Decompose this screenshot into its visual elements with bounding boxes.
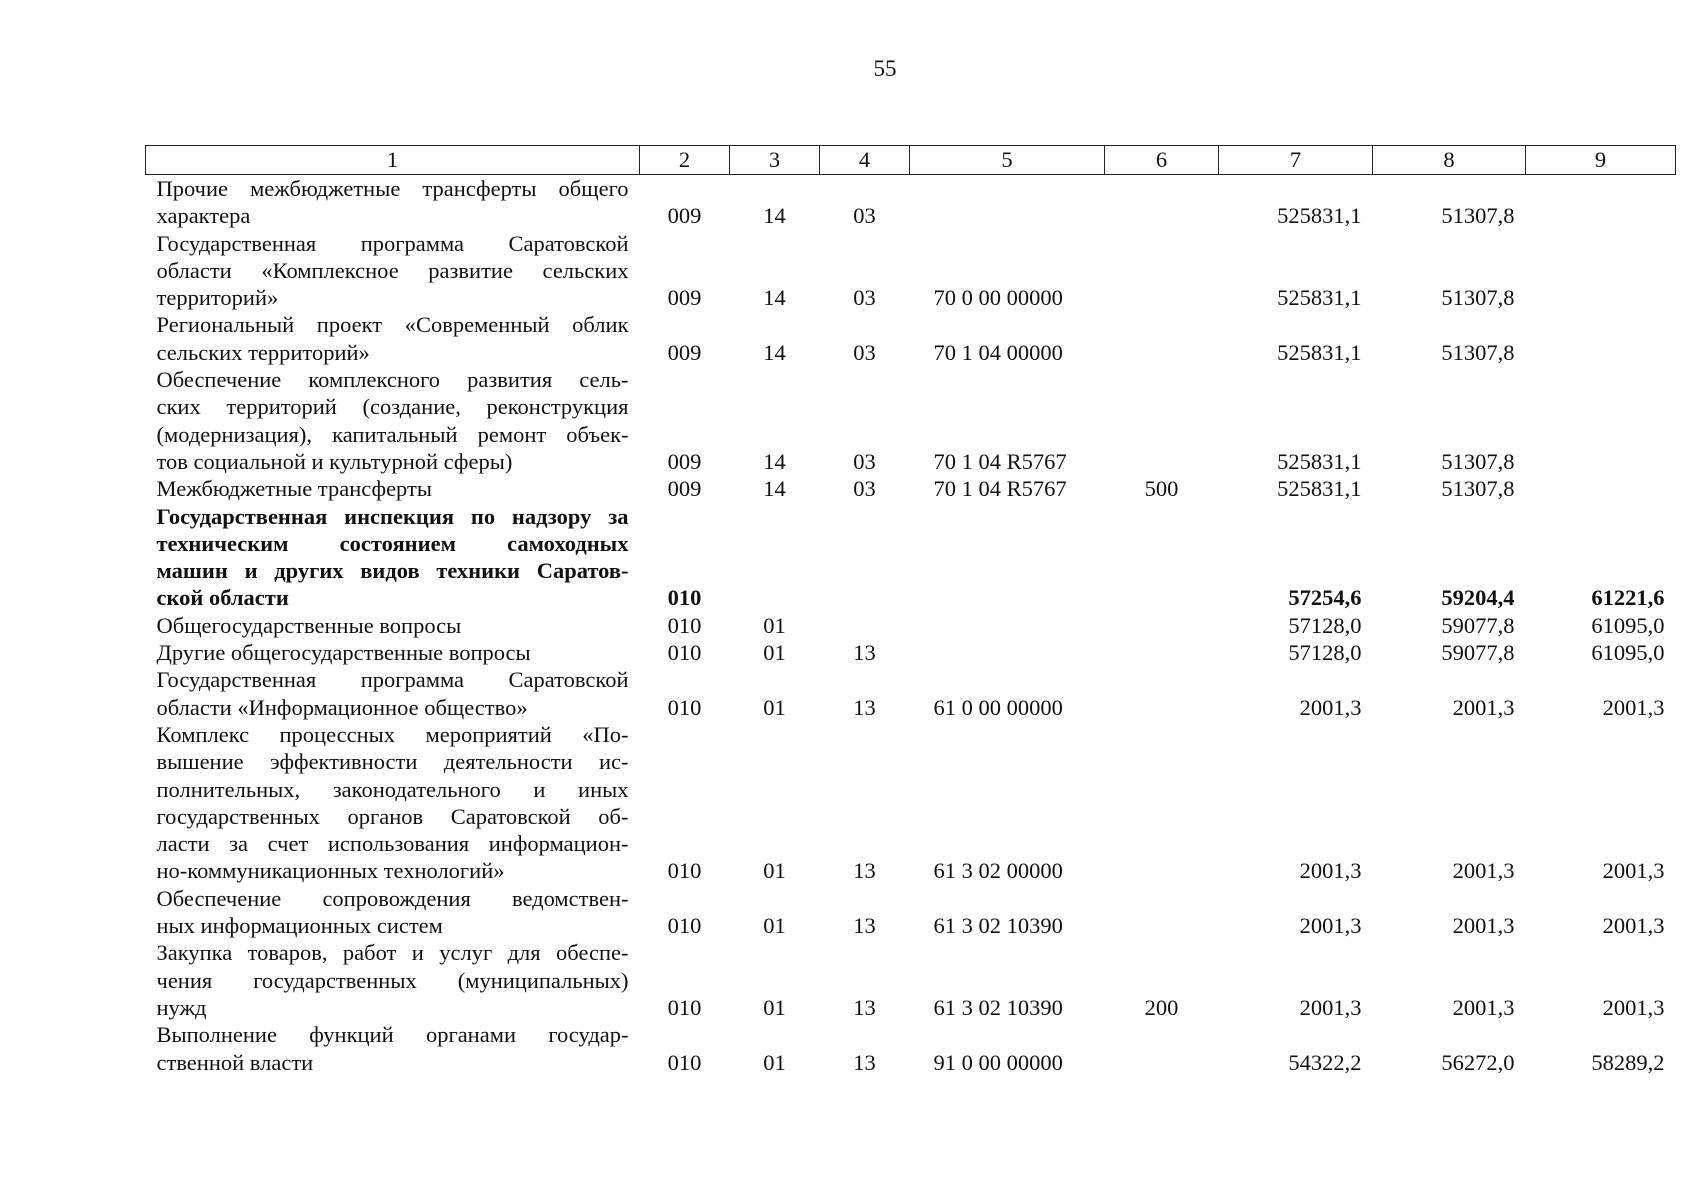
section-cell: 01 bbox=[763, 640, 786, 666]
amount-col-7-cell: 525831,1 bbox=[1277, 285, 1362, 311]
item-name-line: ской области bbox=[156, 585, 289, 611]
code-cell: 010 bbox=[667, 1049, 702, 1075]
table-row bbox=[146, 1021, 1676, 1076]
amount-col-8-cell: 2001,3 bbox=[1452, 913, 1515, 939]
item-name-line: ских территорий (создание, реконструкция bbox=[156, 394, 629, 420]
header-col-6: 6 bbox=[1105, 146, 1219, 175]
expense-type-cell bbox=[1105, 639, 1219, 666]
item-name-line: техническим состоянием самоходных bbox=[156, 530, 629, 556]
section-cell: 01 bbox=[763, 694, 786, 720]
subsection-cell: 13 bbox=[853, 858, 876, 884]
item-name-line: ласти за счет использования информацион- bbox=[156, 831, 629, 857]
subsection-cell: 13 bbox=[853, 1049, 876, 1075]
amount-col-7-cell: 57128,0 bbox=[1288, 612, 1362, 638]
amount-col-9-cell bbox=[1526, 175, 1676, 230]
item-name-line: вышение эффективности деятельности ис- bbox=[156, 749, 629, 775]
header-col-3: 3 bbox=[730, 146, 820, 175]
amount-col-8-cell: 59077,8 bbox=[1441, 612, 1515, 638]
header-col-8: 8 bbox=[1373, 146, 1526, 175]
amount-col-9-cell: 58289,2 bbox=[1591, 1049, 1665, 1075]
expense-type-cell bbox=[1105, 175, 1219, 230]
amount-col-8-cell: 51307,8 bbox=[1441, 203, 1515, 229]
header-col-9: 9 bbox=[1526, 146, 1676, 175]
item-name-cell bbox=[146, 612, 640, 639]
expense-type-cell bbox=[1105, 885, 1219, 940]
amount-col-9-cell: 61221,6 bbox=[1591, 585, 1665, 611]
item-name-line: чения государственных (муниципальных) bbox=[156, 967, 629, 993]
target-code-cell bbox=[910, 639, 1105, 666]
amount-col-8-cell: 2001,3 bbox=[1452, 858, 1515, 884]
expense-type-cell bbox=[1105, 503, 1219, 612]
header-col-2: 2 bbox=[640, 146, 730, 175]
subsection-cell: 13 bbox=[853, 694, 876, 720]
expense-type-cell bbox=[1105, 721, 1219, 885]
target-code-cell: 91 0 00 00000 bbox=[933, 1049, 1063, 1075]
amount-col-9-cell: 2001,3 bbox=[1602, 913, 1665, 939]
target-code-cell bbox=[910, 175, 1105, 230]
section-cell: 01 bbox=[763, 858, 786, 884]
amount-col-7-cell: 2001,3 bbox=[1299, 858, 1362, 884]
target-code-cell: 70 1 04 R5767 bbox=[933, 448, 1067, 474]
item-name-line: государственных органов Саратовской об- bbox=[156, 803, 629, 829]
amount-col-7-cell: 2001,3 bbox=[1299, 913, 1362, 939]
amount-col-9-cell bbox=[1526, 475, 1676, 502]
amount-col-9-cell: 2001,3 bbox=[1602, 994, 1665, 1020]
item-name-line: Обеспечение сопровождения ведомствен- bbox=[156, 885, 629, 911]
target-code-cell: 61 3 02 10390 bbox=[933, 913, 1063, 939]
item-name-cell bbox=[146, 939, 640, 1021]
table-row bbox=[146, 885, 1676, 940]
item-name-line: территорий» bbox=[156, 285, 279, 311]
item-name-line: нужд bbox=[156, 994, 207, 1020]
table-header bbox=[146, 146, 1676, 175]
code-cell: 010 bbox=[667, 913, 702, 939]
expense-type-cell bbox=[1105, 366, 1219, 475]
code-cell: 009 bbox=[667, 448, 702, 474]
section-cell: 01 bbox=[763, 994, 786, 1020]
code-cell: 009 bbox=[667, 476, 702, 502]
target-code-cell: 61 0 00 00000 bbox=[933, 694, 1063, 720]
header-col-1: 1 bbox=[146, 146, 640, 175]
code-cell: 010 bbox=[667, 585, 702, 611]
amount-col-9-cell bbox=[1526, 311, 1676, 366]
item-name-line: (модернизация), капитальный ремонт объек- bbox=[156, 421, 629, 447]
amount-col-9-cell: 2001,3 bbox=[1602, 858, 1665, 884]
expense-type-cell bbox=[1105, 612, 1219, 639]
item-name-cell bbox=[146, 311, 640, 366]
expense-type-cell bbox=[1105, 230, 1219, 312]
item-name-cell bbox=[146, 366, 640, 475]
code-cell: 010 bbox=[667, 640, 702, 666]
amount-col-9-cell: 61095,0 bbox=[1591, 612, 1665, 638]
expense-type-cell bbox=[1105, 666, 1219, 721]
item-name-cell bbox=[146, 1021, 640, 1076]
expense-type-cell bbox=[1105, 1021, 1219, 1076]
section-cell: 14 bbox=[763, 285, 786, 311]
item-name-cell bbox=[146, 721, 640, 885]
amount-col-7-cell: 54322,2 bbox=[1288, 1049, 1362, 1075]
amount-col-8-cell: 51307,8 bbox=[1441, 285, 1515, 311]
table-row bbox=[146, 366, 1676, 475]
item-name-line: машин и других видов техники Саратов- bbox=[156, 558, 629, 584]
amount-col-7-cell: 525831,1 bbox=[1277, 203, 1362, 229]
item-name-cell bbox=[146, 175, 640, 230]
subsection-cell: 03 bbox=[853, 285, 876, 311]
table-row bbox=[146, 666, 1676, 721]
page-number: 55 bbox=[873, 56, 897, 81]
section-cell: 14 bbox=[763, 476, 786, 502]
item-name-line: Другие общегосударственные вопросы bbox=[156, 640, 531, 666]
code-cell: 010 bbox=[667, 858, 702, 884]
table-row bbox=[146, 612, 1676, 639]
expense-type-cell bbox=[1105, 311, 1219, 366]
item-name-line: Обеспечение комплексного развития сель- bbox=[156, 367, 629, 393]
amount-col-8-cell: 2001,3 bbox=[1452, 694, 1515, 720]
item-name-line: Закупка товаров, работ и услуг для обеспе- bbox=[156, 940, 629, 966]
item-name-line: Государственная инспекция по надзору за bbox=[156, 503, 629, 529]
section-cell: 14 bbox=[763, 448, 786, 474]
item-name-line: Государственная программа Саратовской bbox=[156, 667, 629, 693]
item-name-line: но-коммуникационных технологий» bbox=[156, 858, 505, 884]
item-name-line: Общегосударственные вопросы bbox=[156, 612, 462, 638]
table-row bbox=[146, 721, 1676, 885]
header-col-5: 5 bbox=[910, 146, 1105, 175]
amount-col-7-cell: 2001,3 bbox=[1299, 994, 1362, 1020]
header-row bbox=[146, 146, 1676, 175]
item-name-line: Выполнение функций органами государ- bbox=[156, 1022, 629, 1048]
item-name-line: Прочие межбюджетные трансферты общего bbox=[156, 176, 629, 201]
item-name-line: области «Комплексное развитие сельских bbox=[156, 257, 629, 283]
table-row bbox=[146, 939, 1676, 1021]
item-name-line: ных информационных систем bbox=[156, 913, 443, 939]
amount-col-8-cell: 56272,0 bbox=[1441, 1049, 1515, 1075]
code-cell: 009 bbox=[667, 285, 702, 311]
amount-col-7-cell: 57254,6 bbox=[1288, 585, 1362, 611]
item-name-cell bbox=[146, 639, 640, 666]
section-cell: 01 bbox=[763, 612, 786, 638]
item-name-line: Региональный проект «Современный облик bbox=[156, 312, 629, 338]
section-cell: 14 bbox=[763, 203, 786, 229]
target-code-cell: 61 3 02 10390 bbox=[933, 994, 1063, 1020]
table-row bbox=[146, 175, 1676, 230]
amount-col-8-cell: 2001,3 bbox=[1452, 994, 1515, 1020]
expense-type-cell: 200 bbox=[1144, 994, 1179, 1020]
subsection-cell bbox=[820, 612, 910, 639]
subsection-cell bbox=[820, 503, 910, 612]
target-code-cell bbox=[910, 503, 1105, 612]
code-cell: 010 bbox=[667, 694, 702, 720]
item-name-cell bbox=[146, 475, 640, 502]
amount-col-8-cell: 51307,8 bbox=[1441, 448, 1515, 474]
target-code-cell bbox=[910, 612, 1105, 639]
subsection-cell: 03 bbox=[853, 448, 876, 474]
budget-table bbox=[145, 145, 1676, 1076]
item-name-line: сельских территорий» bbox=[156, 339, 370, 365]
section-cell: 01 bbox=[763, 1049, 786, 1075]
header-col-4: 4 bbox=[820, 146, 910, 175]
item-name-line: Межбюджетные трансферты bbox=[156, 476, 432, 502]
item-name-cell bbox=[146, 666, 640, 721]
table-row bbox=[146, 230, 1676, 312]
subsection-cell: 03 bbox=[853, 476, 876, 502]
item-name-line: Государственная программа Саратовской bbox=[156, 230, 629, 256]
expense-type-cell: 500 bbox=[1144, 476, 1179, 502]
header-col-7: 7 bbox=[1219, 146, 1373, 175]
item-name-cell bbox=[146, 503, 640, 612]
target-code-cell: 70 0 00 00000 bbox=[933, 285, 1063, 311]
target-code-cell: 61 3 02 00000 bbox=[933, 858, 1063, 884]
amount-col-8-cell: 51307,8 bbox=[1441, 339, 1515, 365]
table-row bbox=[146, 639, 1676, 666]
item-name-cell bbox=[146, 230, 640, 312]
section-cell: 01 bbox=[763, 913, 786, 939]
item-name-line: тов социальной и культурной сферы) bbox=[156, 448, 513, 474]
amount-col-9-cell bbox=[1526, 230, 1676, 312]
subsection-cell: 13 bbox=[853, 994, 876, 1020]
target-code-cell: 70 1 04 00000 bbox=[933, 339, 1063, 365]
section-cell: 14 bbox=[763, 339, 786, 365]
code-cell: 010 bbox=[667, 994, 702, 1020]
table-row bbox=[146, 311, 1676, 366]
subsection-cell: 03 bbox=[853, 339, 876, 365]
amount-col-7-cell: 2001,3 bbox=[1299, 694, 1362, 720]
target-code-cell: 70 1 04 R5767 bbox=[933, 476, 1067, 502]
subsection-cell: 13 bbox=[853, 913, 876, 939]
table-row bbox=[146, 475, 1676, 502]
item-name-line: полнительных, законодательного и иных bbox=[156, 776, 629, 802]
amount-col-9-cell: 2001,3 bbox=[1602, 694, 1665, 720]
subsection-cell: 13 bbox=[853, 640, 876, 666]
table-body bbox=[146, 175, 1676, 1076]
subsection-cell: 03 bbox=[853, 203, 876, 229]
code-cell: 009 bbox=[667, 339, 702, 365]
amount-col-9-cell bbox=[1526, 366, 1676, 475]
item-name-line: Комплекс процессных мероприятий «По- bbox=[156, 721, 629, 747]
section-cell bbox=[730, 503, 820, 612]
amount-col-8-cell: 59077,8 bbox=[1441, 640, 1515, 666]
table-row bbox=[146, 503, 1676, 612]
amount-col-7-cell: 525831,1 bbox=[1277, 448, 1362, 474]
amount-col-7-cell: 57128,0 bbox=[1288, 640, 1362, 666]
amount-col-7-cell: 525831,1 bbox=[1277, 339, 1362, 365]
amount-col-8-cell: 59204,4 bbox=[1441, 585, 1515, 611]
code-cell: 010 bbox=[667, 612, 702, 638]
item-name-line: области «Информационное общество» bbox=[156, 694, 528, 720]
amount-col-9-cell: 61095,0 bbox=[1591, 640, 1665, 666]
item-name-line: характера bbox=[156, 203, 251, 229]
item-name-line: ственной власти bbox=[156, 1049, 314, 1075]
amount-col-8-cell: 51307,8 bbox=[1441, 476, 1515, 502]
code-cell: 009 bbox=[667, 203, 702, 229]
item-name-cell bbox=[146, 885, 640, 940]
amount-col-7-cell: 525831,1 bbox=[1277, 476, 1362, 502]
